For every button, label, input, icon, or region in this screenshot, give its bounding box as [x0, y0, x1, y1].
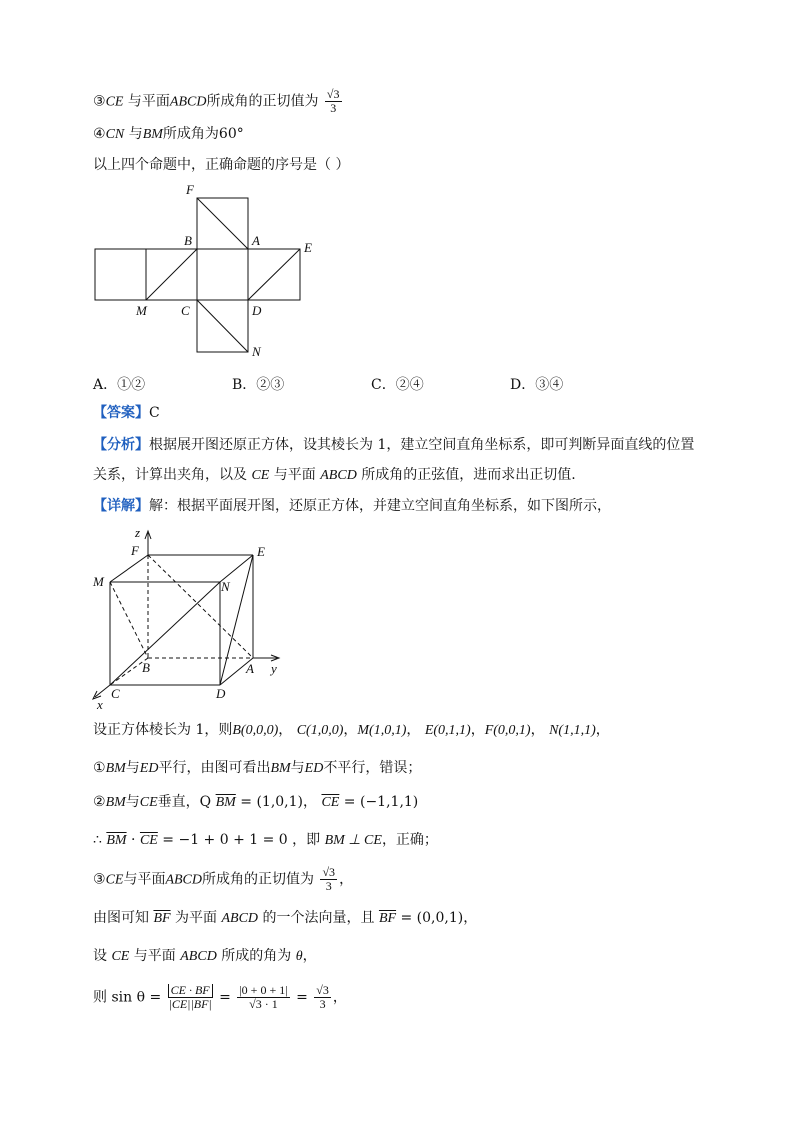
option-a: A．①②: [93, 377, 146, 393]
axis-x-label: x: [97, 697, 103, 710]
fraction-vectors: $\frac{CE \cdot BF}{|CE||BF|}$: [168, 983, 212, 1011]
label-D: D: [252, 303, 262, 318]
detail-line: 【详解】解：根据平面展开图，还原正方体，并建立空间直角坐标系，如下图所示，: [93, 498, 611, 514]
label-N2: N: [221, 579, 230, 594]
solution-3: ∴ $\overline{BM} \cdot \overline{CE} = -1 + 0 + 1 = 0$ ，即 BM ⊥ CE，正确；: [93, 832, 438, 848]
label-M2: M: [93, 574, 104, 589]
coords-line: 设正方体棱长为 1，则B(0,0,0)， C(1,0,0)，M(1,0,1)， E(0,1,1)，F(0,0,1)， N(1,1,1)，: [93, 722, 610, 738]
fraction-result: $\frac{√3}{3}$: [316, 983, 329, 1011]
label-A: A: [252, 233, 260, 248]
label-F2: F: [131, 543, 139, 558]
option-c: C．②④: [371, 377, 424, 393]
label-C: C: [181, 303, 190, 318]
statement-4: ④CN 与BM所成角为60°: [93, 126, 244, 142]
analysis-line-1: 【分析】根据展开图还原正方体，设其棱长为 1，建立空间直角坐标系，即可判断异面直线的位置: [93, 437, 695, 453]
cube-coordinate-diagram: [85, 525, 300, 710]
fraction: $\frac{√3}{3}$: [326, 87, 340, 115]
answer-line: 【答案】C: [93, 405, 160, 421]
solution-4: ③CE与平面ABCD所成角的正切值为 $\frac{√3}{3}$ ，: [93, 865, 354, 893]
fraction-values: $\frac{|0 + 0 + 1|}{√3 \cdot 1}$: [239, 983, 288, 1011]
label-B2: B: [142, 660, 150, 675]
axis-y-label: y: [271, 661, 277, 676]
solution-1: ①BM与ED平行，由图可看出BM与ED不平行，错误；: [93, 760, 422, 776]
analysis-line-2: 关系，计算出夹角，以及 CE 与平面 ABCD 所成角的正弦值，进而求出正切值.: [93, 467, 576, 483]
solution-2: ②BM与CE垂直，Q $\overline{BM} = (1,0,1)$， $\overline{CE} = (-1,1,1)$: [93, 794, 419, 810]
label-B: B: [184, 233, 192, 248]
label-C2: C: [111, 686, 120, 701]
statement-3: ③CE 与平面ABCD所成角的正切值为 $\frac{√3}{3}$: [93, 87, 340, 115]
fraction: $\frac{√3}{3}$: [322, 865, 336, 893]
label-M: M: [136, 303, 147, 318]
cube-net-diagram: [80, 180, 340, 365]
axis-z-label: z: [135, 525, 141, 540]
label-N: N: [252, 344, 261, 359]
label-F: F: [186, 182, 194, 197]
option-b: B．②③: [232, 377, 285, 393]
option-d: D．③④: [510, 377, 564, 393]
solution-6: 设 CE 与平面 ABCD 所成的角为 θ，: [93, 948, 317, 964]
label-E: E: [304, 240, 312, 255]
solution-5: 由图可知 $\overline{BF}$ 为平面 ABCD 的一个法向量，且 $\overline{BF} = (0,0,1)$，: [93, 910, 478, 926]
solution-7: 则 sin θ = $\frac{CE \cdot BF}{|CE||BF|}$ = $\frac{|0 + 0 + 1|}{√3 \cdot 1}$ = $\frac{√3}{3}$ ，: [93, 983, 347, 1011]
label-E2: E: [257, 544, 265, 559]
label-D2: D: [216, 686, 226, 701]
label-A2: A: [246, 661, 254, 676]
question-text: 以上四个命题中，正确命题的序号是（ ）: [93, 157, 350, 173]
